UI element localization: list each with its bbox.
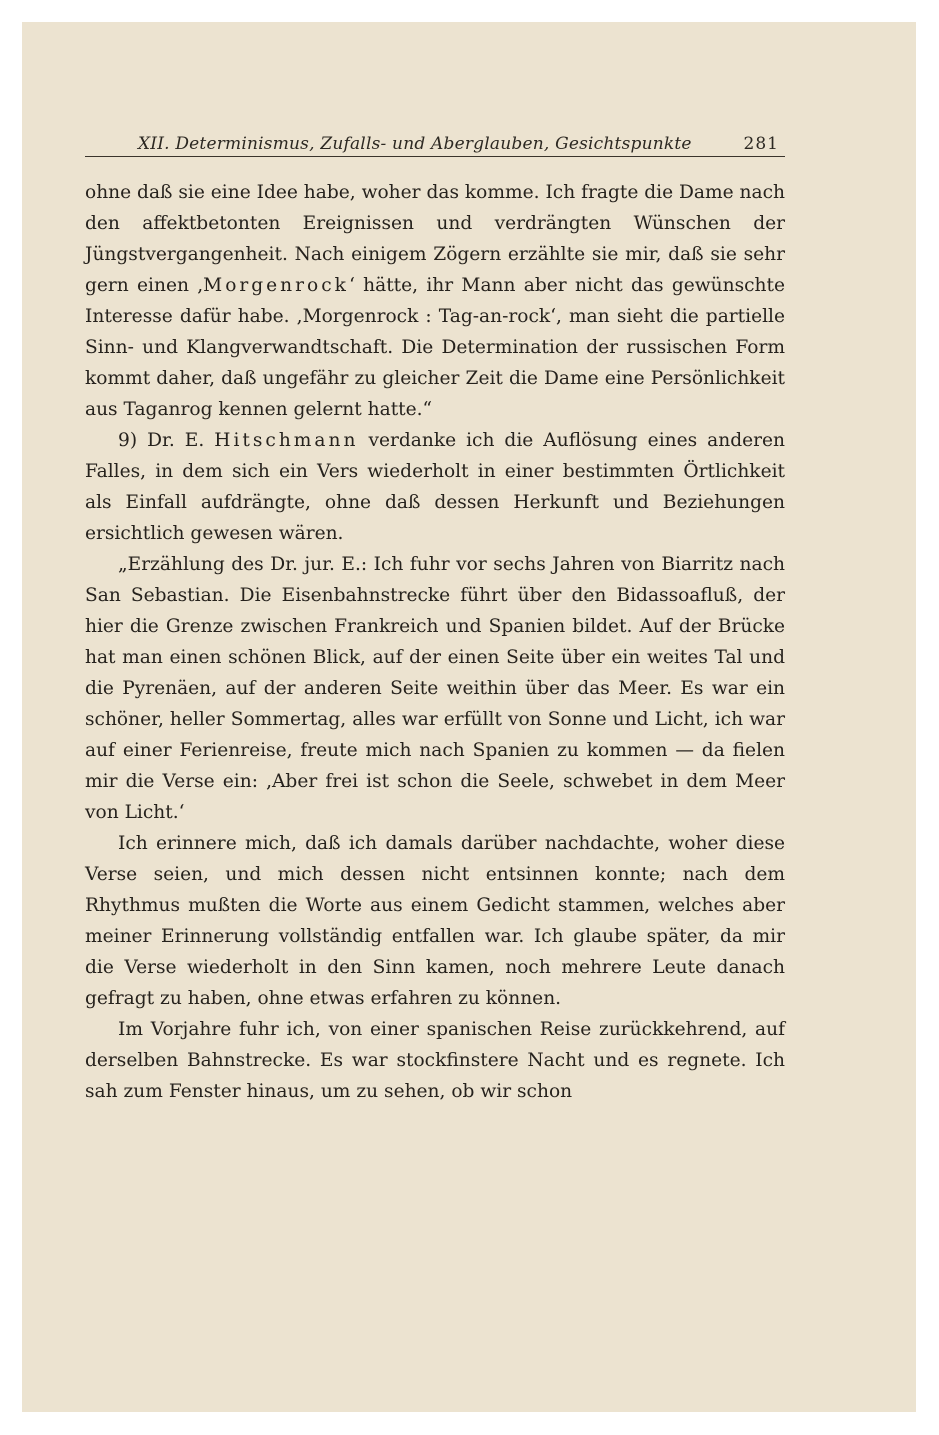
book-page [22, 22, 916, 1412]
chapter-title: XII. Determinismus, Zufalls- und Aberglauben, Gesichtspunkte [138, 134, 692, 154]
paragraph: Ich erinnere mich, daß ich damals darüber nachdachte, woher diese Verse seien, und mich dessen nicht entsinnen konnte; nach dem Rhythmus mußten die Worte aus einem Gedicht stammen, welches aber meiner Erinnerung vollständig entfallen war. Ich glaube später, da mir die Verse wiederholt in den Sinn kamen, noch mehrere Leute danach gefragt zu haben, ohne etwas erfahren zu können. [85, 833, 785, 1009]
emphasized-word: Hitschmann [214, 430, 359, 451]
paragraph: 9) Dr. E. Hitschmann verdanke ich die Auflösung eines anderen Falles, in dem sich ein Vers wiederholt in einer bestimmten Örtlichkeit als Einfall aufdrängte, ohne daß dessen Herkunft und Beziehungen ersichtlich gewesen wären. [85, 430, 785, 544]
running-header [85, 130, 785, 157]
emphasized-word: Morgenrock [203, 275, 349, 296]
page-number: 281 [743, 134, 779, 154]
body-text [85, 177, 785, 1107]
paragraph: Im Vorjahre fuhr ich, von einer spanischen Reise zurückkehrend, auf derselben Bahnstrecke. Es war stockfinstere Nacht und es regnete. Ich sah zum Fenster hinaus, um zu sehen, ob wir schon [85, 1019, 785, 1102]
paragraph: ohne daß sie eine Idee habe, woher das komme. Ich fragte die Dame nach den affektbetonten Ereignissen und verdrängten Wünschen der Jüngstvergangenheit. Nach einigem Zögern erzählte sie mir, daß sie sehr gern einen ,Morgenrock‘ hätte, ihr Mann aber nicht das gewünschte Interesse dafür habe. ,Morgenrock : Tag-an-rock‘, man sieht die partielle Sinn- und Klangverwandtschaft. Die Determination der russischen Form kommt daher, daß ungefähr zu gleicher Zeit die Dame eine Persönlichkeit aus Taganrog kennen gelernt hatte.“ [85, 182, 785, 420]
paragraph: „Erzählung des Dr. jur. E.: Ich fuhr vor sechs Jahren von Biarritz nach San Sebastian. Die Eisenbahnstrecke führt über den Bidassoafluß, der hier die Grenze zwischen Frankreich und Spanien bildet. Auf der Brücke hat man einen schönen Blick, auf der einen Seite über ein weites Tal und die Pyrenäen, auf der anderen Seite weithin über das Meer. Es war ein schöner, heller Sommertag, alles war erfüllt von Sonne und Licht, ich war auf einer Ferienreise, freute mich nach Spanien zu kommen — da fielen mir die Verse ein: ,Aber frei ist schon die Seele, schwebet in dem Meer von Licht.‘ [85, 554, 785, 823]
